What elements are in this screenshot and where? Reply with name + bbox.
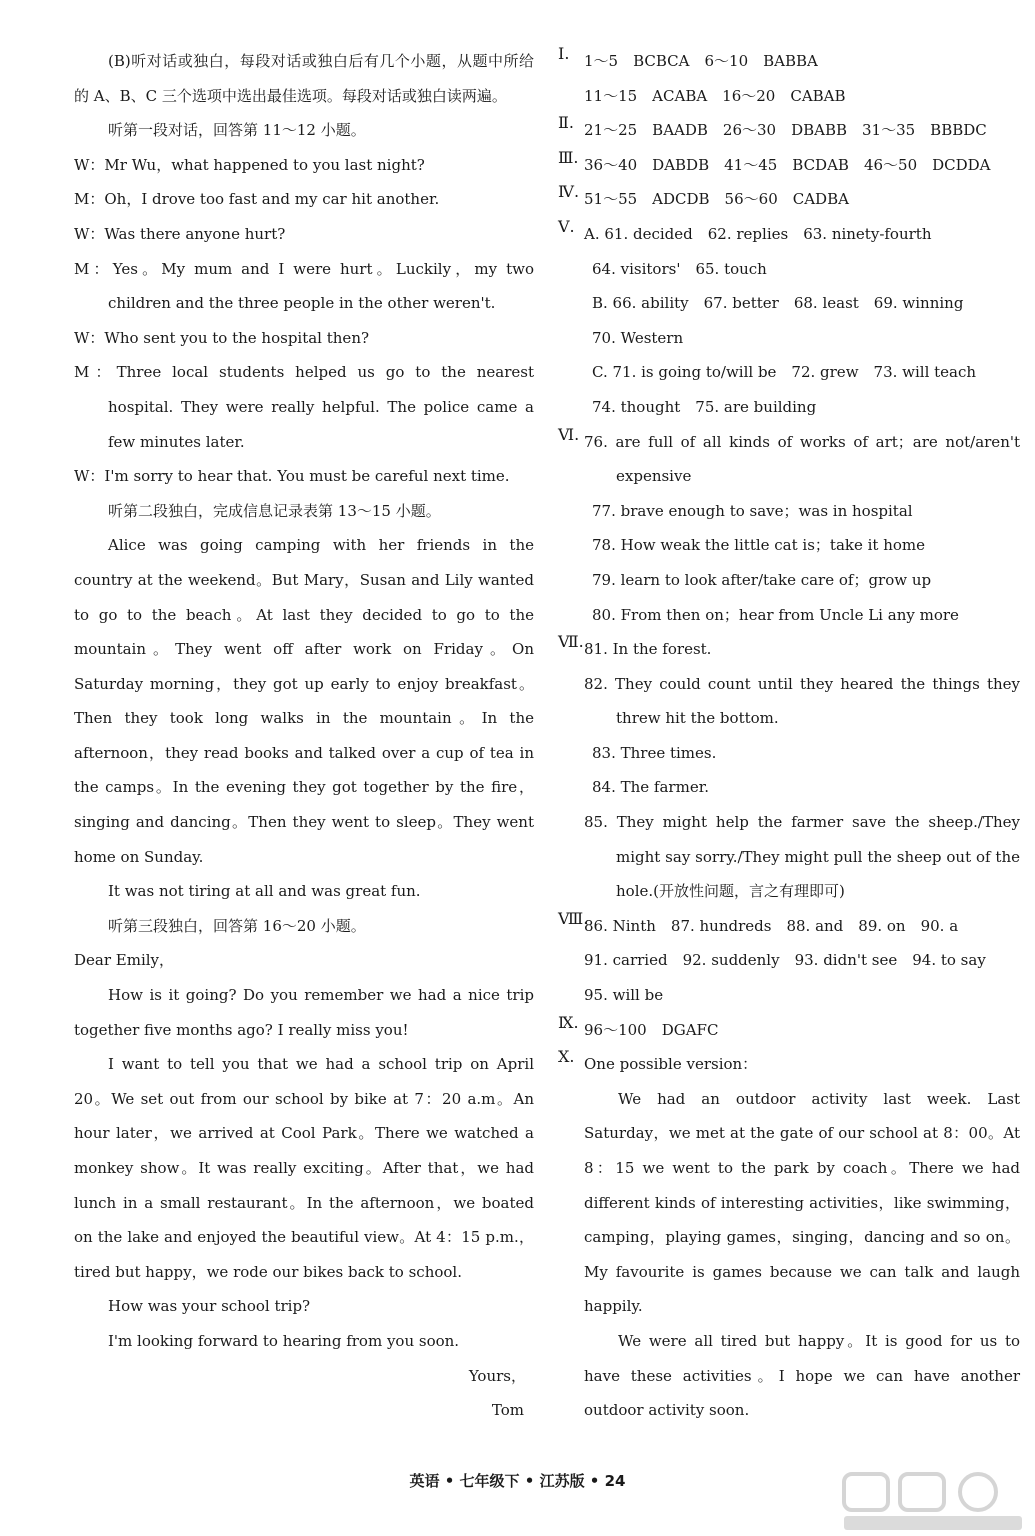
essay-paragraph: We were all tired but happy。It is good for us to have these activities。I hope we can have another outdoor activity soon. — [584, 1331, 1020, 1420]
answer-line: C. 71. is going to/will be 72. grew 73. will teach — [592, 363, 977, 382]
dialogue-line: M：Three local students helped us go to the nearest hospital. They were really helpful. The police came a few minutes later. — [74, 363, 534, 451]
section-number: Ⅶ. — [558, 632, 584, 652]
monologue2-text: Alice was going camping with her friends in the country at the weekend。But Mary，Susan and Lily wanted to go to the beach。At last they decided to go to the mountain。They went off after work on Friday。On Saturday morning，they got up early to enjoy breakfast。Then they took long walks in the mountain。In the afternoon，they read books and talked over a cup of tea in the camps。In the evening they got together by the fire，singing and dancing。Then they went to sleep。They went home on Sunday. — [74, 536, 534, 866]
essay — [558, 1082, 1020, 1428]
section-number: Ⅲ. — [558, 147, 579, 167]
essay-label: One possible version： — [584, 1055, 758, 1074]
dialogue-line: W：Was there anyone hurt? — [74, 224, 286, 243]
left-column — [74, 44, 534, 1428]
section-b-intro: (B)听对话或独白，每段对话或独白后有几个小题，从题中所给的 A、B、C 三个选项中选出最佳选项。每段对话或独白读两遍。 — [74, 52, 534, 105]
essay-paragraph: We had an outdoor activity last week. Last Saturday，we met at the gate of our school at 8：00。At 8：15 we went to the park by coach。There we had different kinds of interesting activities，like swimming，camping，playing games，singing，dancing and so on。My favourite is games because we can talk and laugh happily. — [584, 1089, 1020, 1316]
dialogue-line: M：Oh，I drove too fast and my car hit another. — [74, 190, 440, 209]
section-number: Ⅹ. — [558, 1047, 575, 1067]
section-number: Ⅷ. — [558, 908, 589, 928]
letter-paragraph: How was your school trip? — [108, 1297, 311, 1316]
section-number: Ⅵ. — [558, 424, 580, 444]
section1-title: 听第一段对话，回答第 11～12 小题。 — [108, 121, 366, 140]
dialogue-line: M：Yes。My mum and I were hurt。Luckily，my two children and the three people in the other weren't. — [74, 259, 534, 313]
letter-paragraph: How is it going? Do you remember we had a nice trip together five months ago? I really miss you! — [74, 986, 534, 1039]
answer-section-1 — [558, 44, 1020, 79]
section-number: Ⅰ. — [558, 44, 570, 63]
answer-line: 64. visitors' 65. touch — [592, 259, 767, 278]
page-footer: 英语 • 七年级下 • 江苏版 • 24 — [409, 1472, 626, 1490]
answer-line: 80. From then on；hear from Uncle Li any more — [592, 605, 959, 624]
section-number: Ⅳ. — [558, 182, 580, 202]
dialogue-line: W：Who sent you to the hospital then? — [74, 328, 370, 347]
answer-line: 1～5 BCBCA 6～10 BABBA — [584, 52, 818, 70]
answer-line: 91. carried 92. suddenly 93. didn't see 94. to say — [584, 951, 986, 970]
section2-title: 听第二段独白，完成信息记录表第 13～15 小题。 — [108, 501, 441, 520]
answer-section-7 — [558, 632, 1020, 667]
answer-line: 81. In the forest. — [584, 640, 712, 659]
answer-line: 74. thought 75. are building — [592, 397, 817, 416]
section3-title: 听第三段独白，回答第 16～20 小题。 — [108, 916, 366, 935]
dialogue-line: W：Mr Wu，what happened to you last night? — [74, 155, 425, 174]
answer-section-3 — [558, 148, 1020, 183]
answer-section-9 — [558, 1013, 1020, 1048]
section-number: Ⅱ. — [558, 113, 574, 133]
answer-line: 76. are full of all kinds of works of art；are not/aren't expensive — [584, 432, 1020, 486]
answer-line: 21～25 BAADB 26～30 DBABB 31～35 BBBDC — [584, 121, 987, 140]
right-column — [558, 44, 1020, 1428]
letter-paragraph: I want to tell you that we had a school trip on April 20。We set out from our school by bike at 7：20 a.m。An hour later，we arrived at Cool Park。There we watched a monkey show。It was really exciting。After that，we had lunch in a small restaurant。In the afternoon，we boated on the lake and enjoyed the beautiful view。At 4：15 p.m.，tired but happy，we rode our bikes back to school. — [74, 1055, 534, 1281]
answer-line: 85. They might help the farmer save the sheep./They might say sorry./They might pull the sheep out of the hole.(开放性问题，言之有理即可) — [584, 813, 1020, 901]
monologue2-end: It was not tiring at all and was great fun. — [108, 882, 421, 901]
answer-line: 82. They could count until they heared the things they threw hit the bottom. — [584, 674, 1020, 728]
letter-closing: Yours， — [468, 1366, 526, 1385]
answer-section-8 — [558, 909, 1020, 944]
answer-line: 70. Western — [592, 328, 684, 347]
answer-line: 84. The farmer. — [592, 778, 709, 797]
section-number: Ⅴ. — [558, 216, 575, 236]
answer-section-2 — [558, 113, 1020, 148]
answer-section-5 — [558, 217, 1020, 252]
watermark-logo — [838, 1470, 1028, 1534]
answer-line: 78. How weak the little cat is；take it home — [592, 536, 926, 555]
answer-section-10 — [558, 1047, 1020, 1082]
answer-line: 96～100 DGAFC — [584, 1020, 719, 1039]
section-number: Ⅸ. — [558, 1012, 579, 1032]
answer-line: 51～55 ADCDB 56～60 CADBA — [584, 190, 849, 209]
answer-line: B. 66. ability 67. better 68. least 69. winning — [592, 294, 964, 313]
answer-line: 86. Ninth 87. hundreds 88. and 89. on 90. a — [584, 916, 959, 935]
answer-section-1-cont — [558, 79, 1020, 114]
answer-line: 83. Three times. — [592, 743, 717, 762]
letter-paragraph: I'm looking forward to hearing from you soon. — [108, 1331, 460, 1350]
letter-salutation: Dear Emily， — [74, 951, 175, 970]
answer-line: 36～40 DABDB 41～45 BCDAB 46～50 DCDDA — [584, 155, 991, 174]
answer-line: 95. will be — [584, 986, 664, 1005]
dialogue — [74, 148, 534, 494]
letter-signature: Tom — [491, 1401, 524, 1420]
answer-section-6 — [558, 425, 1020, 494]
answer-section-4 — [558, 182, 1020, 217]
answer-line: A. 61. decided 62. replies 63. ninety-fourth — [584, 224, 932, 243]
answer-line: 77. brave enough to save；was in hospital — [592, 501, 913, 520]
answer-line: 11～15 ACABA 16～20 CABAB — [584, 86, 846, 105]
answer-line: 79. learn to look after/take care of；grow up — [592, 570, 932, 589]
dialogue-line: W：I'm sorry to hear that. You must be careful next time. — [74, 467, 510, 486]
